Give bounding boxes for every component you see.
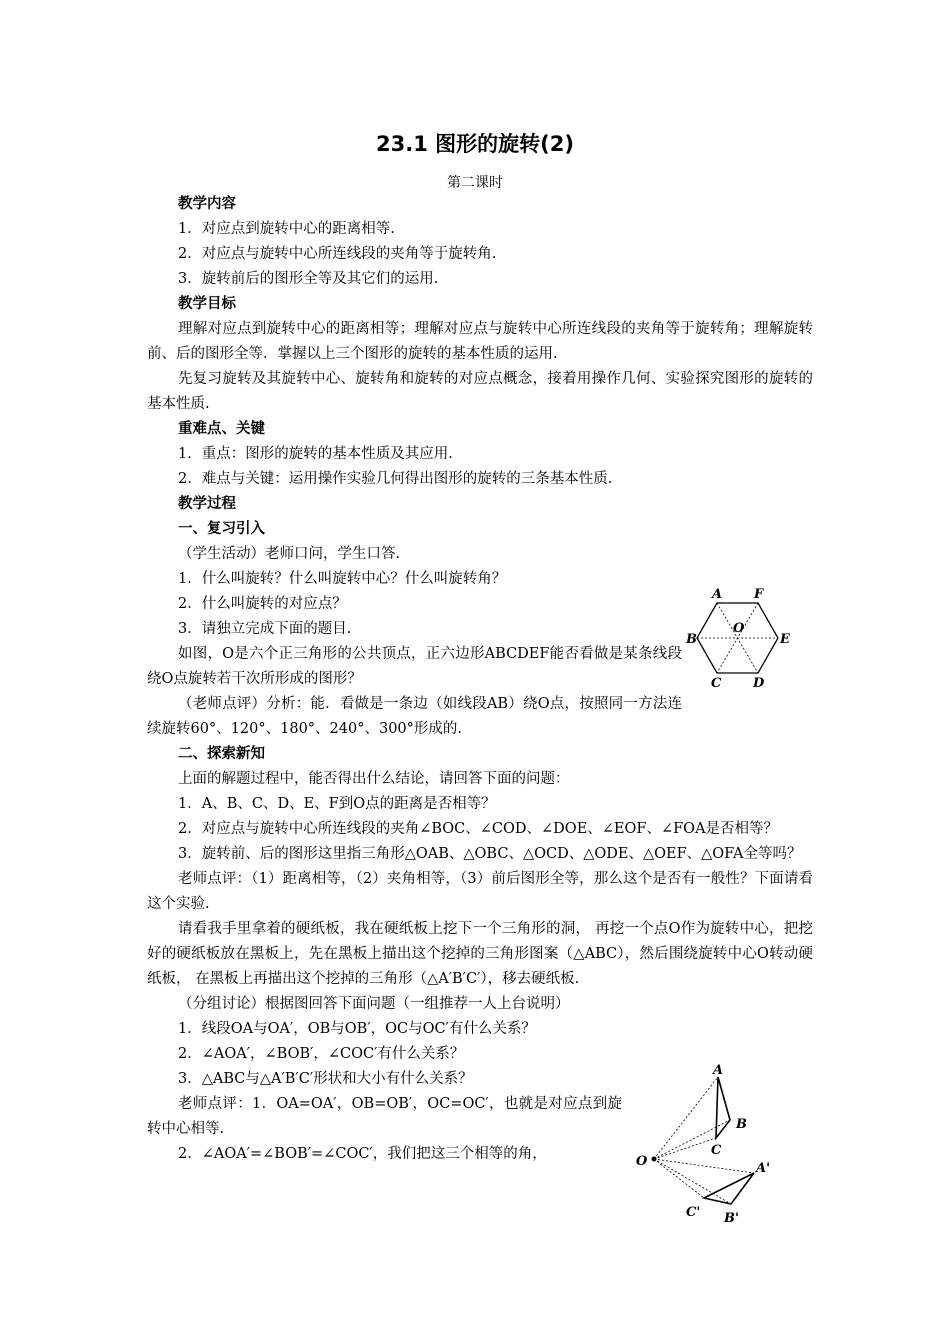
hex-label-e: E (780, 632, 790, 647)
explore-line-3: 2．对应点与旋转中心所连线段的夹角∠BOC、∠COD、∠DOE、∠EOF、∠FOA是否相等？ (178, 821, 779, 837)
comment-paragraph-2: 2．∠AOA′=∠BOB′=∠COC′，我们把这三个相等的角， (178, 1146, 547, 1162)
key-item-1: 1．重点：图形的旋转的基本性质及其应用. (178, 446, 453, 462)
explore-line-1: 上面的解题过程中，能否得出什么结论，请回答下面的问题： (178, 771, 570, 787)
rotation-figure (632, 1062, 782, 1232)
review-line-3: 2．什么叫旋转的对应点？ (178, 596, 347, 612)
page-subtitle: 第二课时 (447, 175, 503, 191)
review-paragraph-2: （老师点评）分析：能．看做是一条边（如线段AB）绕O点，按照同一方法连续旋转60°、120°、180°、240°、300°形成的. (147, 696, 682, 737)
comment-paragraph-1: 老师点评：1．OA=OA′，OB=OB′，OC=OC′，也就是对应点到旋转中心相等. (147, 1096, 622, 1137)
review-line-2: 1．什么叫旋转？什么叫旋转中心？什么叫旋转角？ (178, 571, 507, 587)
review-line-4: 3．请独立完成下面的题目. (178, 621, 352, 637)
key-item-2: 2．难点与关键：运用操作实验几何得出图形的旋转的三条基本性质. (178, 471, 613, 487)
content-item-2: 2．对应点与旋转中心所连线段的夹角等于旋转角. (178, 246, 497, 262)
hex-label-b: B (686, 632, 697, 647)
explore-heading: 二、探索新知 (178, 746, 265, 762)
goals-heading: 教学目标 (178, 296, 236, 312)
process-heading: 教学过程 (178, 496, 236, 512)
explore-paragraph-3: 3．旋转前、后的图形这里指三角形△OAB、△OBC、△OCD、△ODE、△OEF、△OFA全等吗？ (178, 846, 802, 862)
hex-label-a: A (712, 588, 723, 602)
content-item-3: 3．旋转前后的图形全等及其它们的运用. (178, 271, 439, 287)
hexagon-diagonals (697, 603, 778, 673)
hex-label-c: C (711, 676, 722, 691)
rot-label-a: A (713, 1063, 724, 1078)
rot-label-o: O (636, 1154, 648, 1169)
goals-paragraph-2: 先复习旋转及其旋转中心、旋转角和旋转的对应点概念，接着用操作几何、实验探究图形的旋转的基本性质. (147, 371, 813, 412)
content-heading: 教学内容 (178, 196, 236, 212)
rot-label-a-prime: A' (756, 1161, 771, 1176)
hex-label-f: F (754, 588, 764, 602)
group-item-1: 1．线段OA与OA′，OB与OB′，OC与OC′有什么关系？ (178, 1021, 536, 1037)
rotation-center-point (652, 1157, 657, 1162)
rot-label-c-prime: C' (686, 1205, 701, 1220)
review-heading: 一、复习引入 (178, 521, 265, 537)
triangle-abc-prime (704, 1173, 754, 1204)
triangle-abc (716, 1077, 730, 1138)
explore-line-2: 1．A、B、C、D、E、F到O点的距离是否相等？ (178, 796, 496, 812)
review-line-1: （学生活动）老师口问，学生口答. (178, 546, 401, 562)
rot-label-b: B (736, 1117, 747, 1132)
review-paragraph-1: 如图，O是六个正三角形的公共顶点，正六边形ABCDEF能否看做是某条线段绕O点旋转若干次所形成的图形？ (147, 646, 682, 687)
page-title: 23.1 图形的旋转(2) (376, 132, 574, 156)
rot-label-c: C (711, 1143, 722, 1158)
group-item-3: 3．△ABC与△A′B′C′形状和大小有什么关系？ (178, 1071, 473, 1087)
group-item-2: 2．∠AOA′，∠BOB′，∠COC′有什么关系？ (178, 1046, 465, 1062)
explore-paragraph-4: 老师点评：（1）距离相等，（2）夹角相等，（3）前后图形全等，那么这个是否有一般性？下面请看这个实验. (147, 871, 813, 912)
rot-label-b-prime: B' (724, 1211, 739, 1226)
goals-paragraph-1: 理解对应点到旋转中心的距离相等；理解对应点与旋转中心所连线段的夹角等于旋转角；理解旋转前、后的图形全等．掌握以上三个图形的旋转的基本性质的运用. (147, 321, 813, 362)
hex-label-o: O (733, 621, 745, 636)
hexagon-figure (682, 588, 797, 693)
hex-label-d: D (753, 676, 765, 691)
key-heading: 重难点、关键 (178, 421, 265, 437)
group-line: （分组讨论）根据图回答下面问题（一组推荐一人上台说明） (178, 996, 570, 1012)
rotation-rays (654, 1077, 754, 1204)
explore-paragraph-5: 请看我手里拿着的硬纸板，我在硬纸板上挖下一个三角形的洞， 再挖一个点O作为旋转中心，把挖好的硬纸板放在黑板上，先在黑板上描出这个挖掉的三角形图案（△ABC），然后围绕旋转中心O转动硬纸板， 在黑板上再描出这个挖掉的三角形（△A′B′C′），移去硬纸板. (147, 921, 813, 987)
content-item-1: 1．对应点到旋转中心的距离相等. (178, 221, 395, 237)
